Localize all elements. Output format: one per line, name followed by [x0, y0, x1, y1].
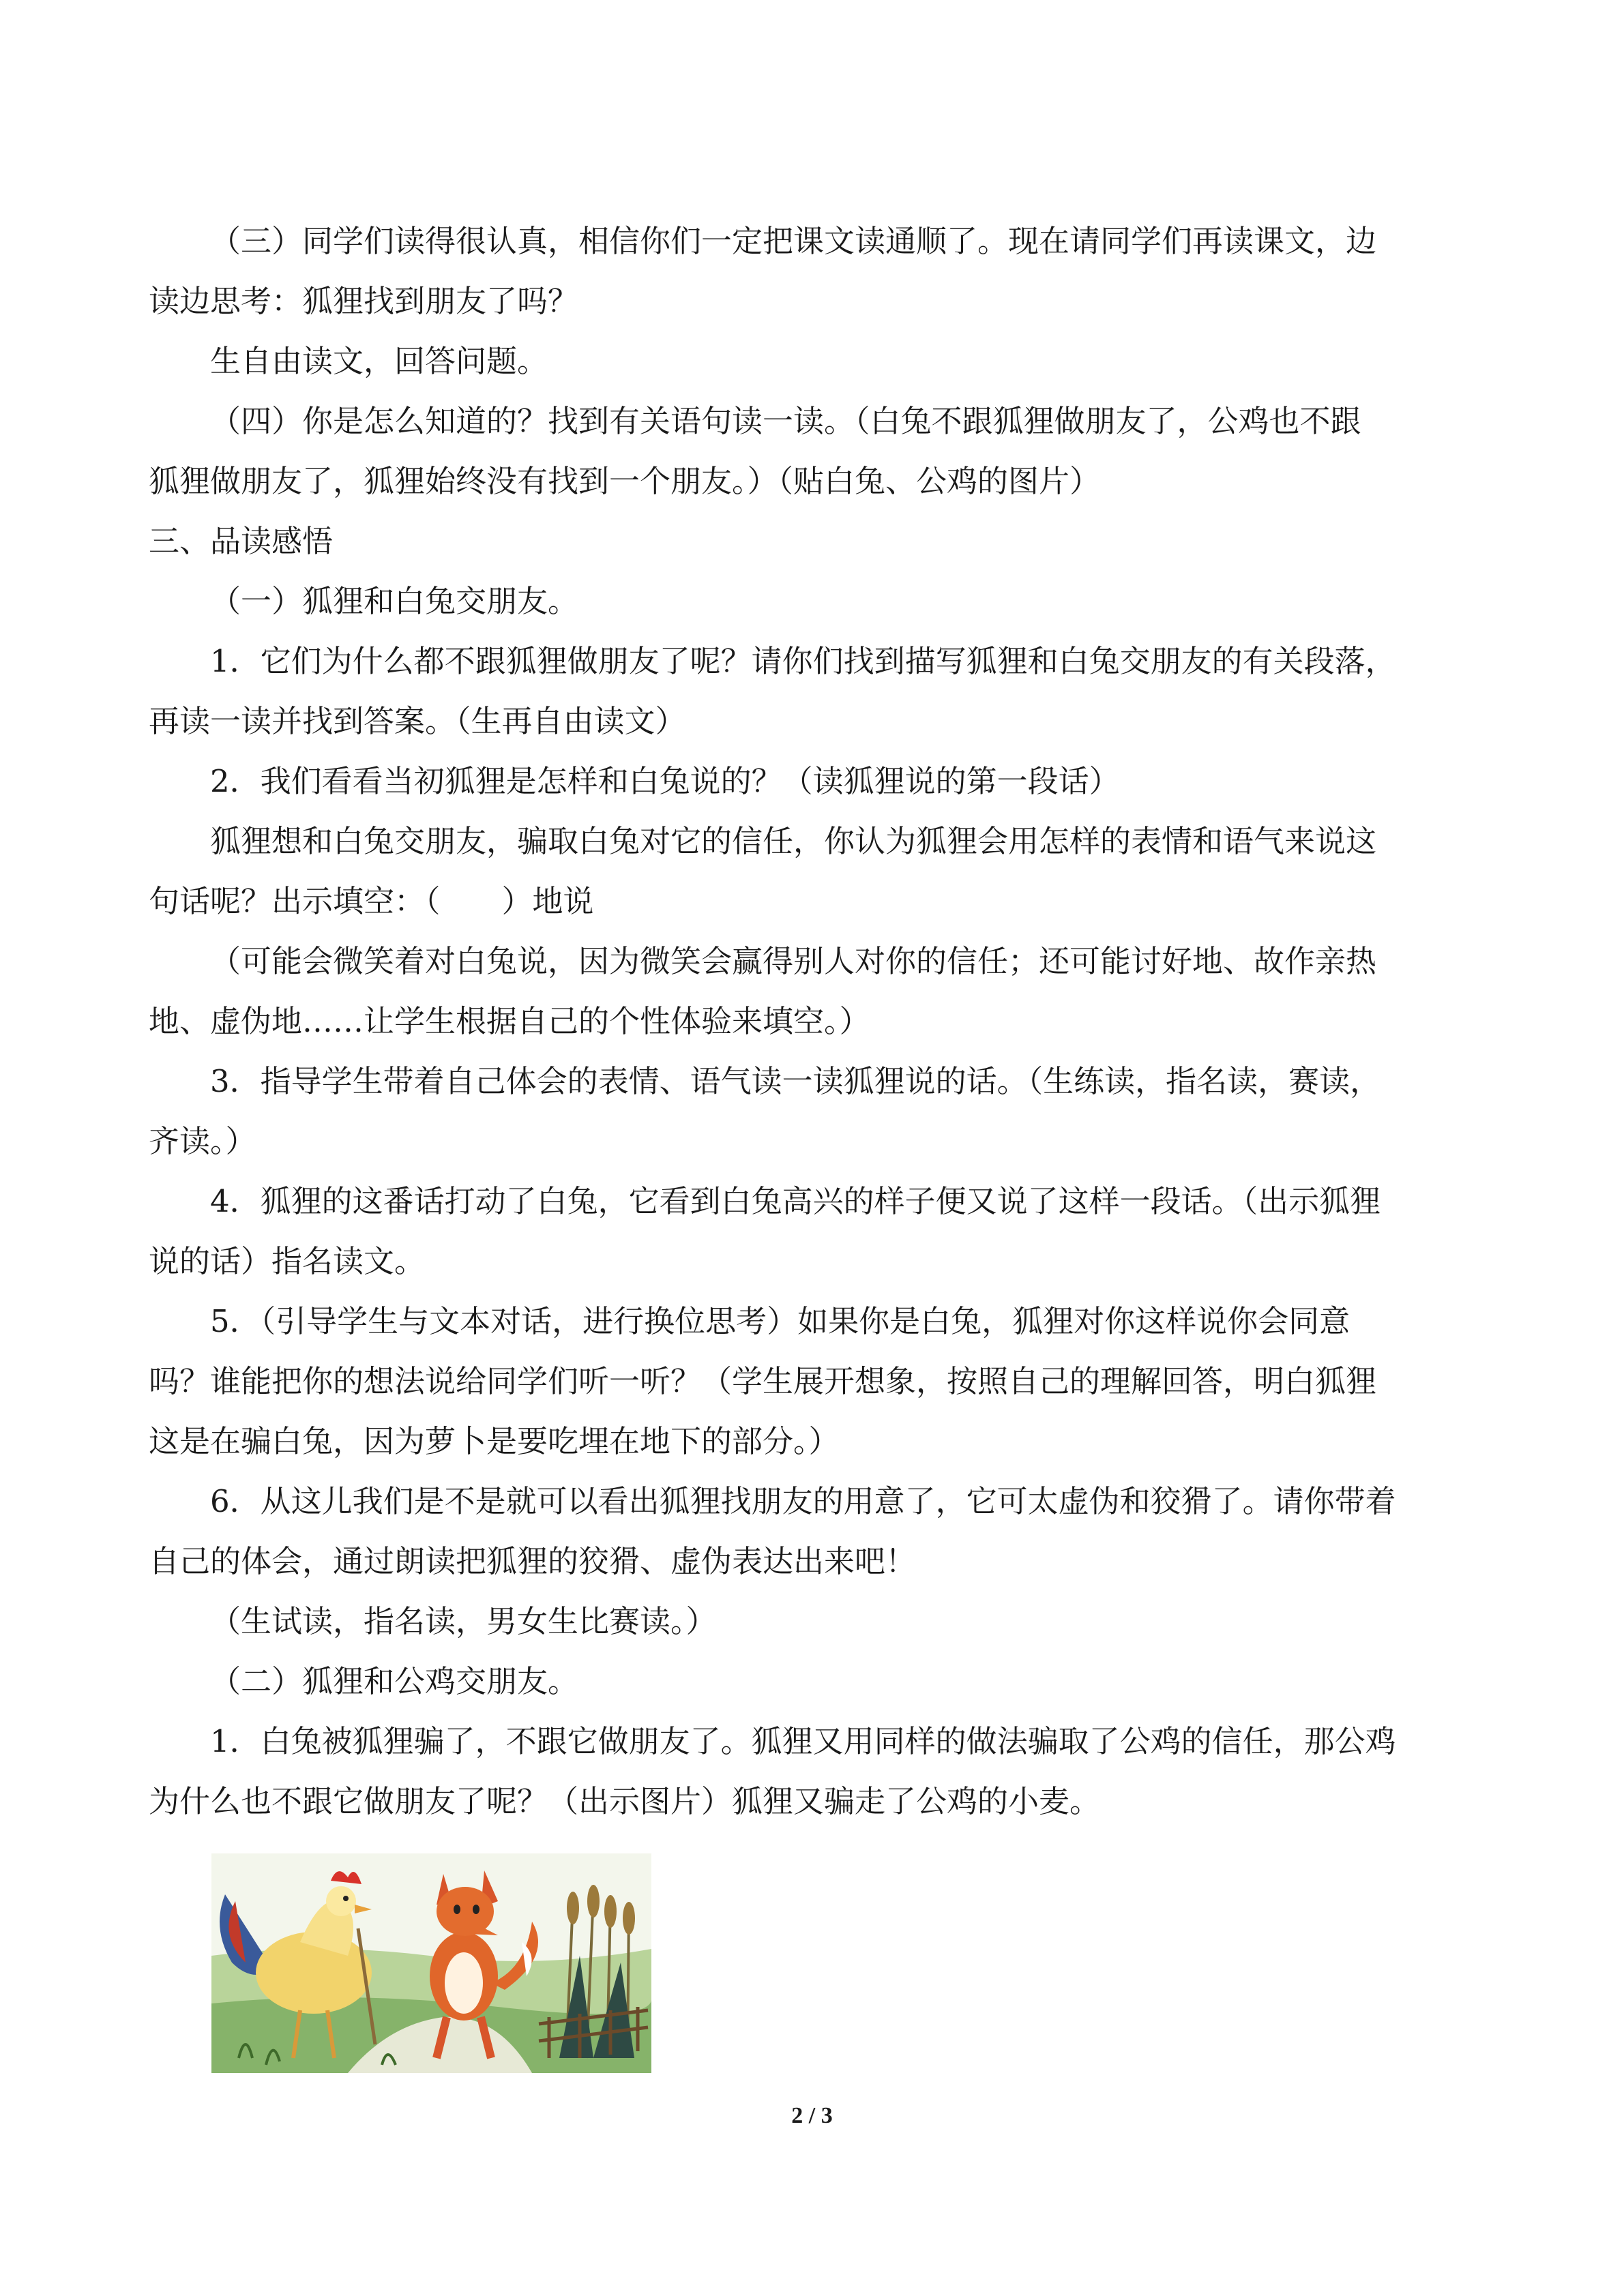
paragraph-line: （可能会微笑着对白兔说，因为微笑会赢得别人对你的信任；还可能讨好地、故作亲热: [210, 943, 1377, 979]
paragraph-line: 吗？谁能把你的想法说给同学们听一听？（学生展开想象，按照自己的理解回答，明白狐狸: [149, 1363, 1377, 1399]
paragraph-line: 4．狐狸的这番话打动了白兔，它看到白兔高兴的样子便又说了这样一段话。（出示狐狸: [210, 1183, 1381, 1219]
document-body: [149, 211, 1475, 1832]
paragraph-line: 生自由读文，回答问题。: [210, 343, 548, 379]
paragraph-line: 说的话）指名读文。: [149, 1243, 426, 1279]
paragraph-line: 句话呢？出示填空：（ ）地说: [149, 883, 594, 919]
paragraph-line: 地、虚伪地……让学生根据自己的个性体验来填空。）: [149, 1003, 870, 1039]
paragraph-line: 狐狸想和白兔交朋友，骗取白兔对它的信任，你认为狐狸会用怎样的表情和语气来说这: [210, 823, 1377, 859]
subsection-heading: （二）狐狸和公鸡交朋友。: [210, 1663, 579, 1699]
paragraph-line: 5．（引导学生与文本对话，进行换位思考）如果你是白兔，狐狸对你这样说你会同意: [210, 1303, 1350, 1339]
paragraph-line: 3．指导学生带着自己体会的表情、语气读一读狐狸说的话。（生练读，指名读，赛读，: [210, 1063, 1381, 1099]
paragraph-line: 1．白兔被狐狸骗了，不跟它做朋友了。狐狸又用同样的做法骗取了公鸡的信任，那公鸡: [210, 1723, 1396, 1759]
paragraph-line: 齐读。）: [149, 1123, 256, 1159]
paragraph-line: 自己的体会，通过朗读把狐狸的狡猾、虚伪表达出来吧！: [149, 1543, 917, 1579]
paragraph-line: 2．我们看看当初狐狸是怎样和白兔说的？（读狐狸说的第一段话）: [210, 763, 1120, 799]
paragraph-line: 为什么也不跟它做朋友了呢？（出示图片）狐狸又骗走了公鸡的小麦。: [149, 1783, 1101, 1819]
paragraph-line: （生试读，指名读，男女生比赛读。）: [210, 1603, 717, 1639]
paragraph-line: 再读一读并找到答案。（生再自由读文）: [149, 703, 686, 739]
paragraph-line: 狐狸做朋友了，狐狸始终没有找到一个朋友。）（贴白兔、公鸡的图片）: [149, 463, 1101, 499]
paragraph-line: （三）同学们读得很认真，相信你们一定把课文读通顺了。现在请同学们再读课文，边: [210, 223, 1377, 259]
paragraph-line: 这是在骗白兔，因为萝卜是要吃埋在地下的部分。）: [149, 1423, 840, 1459]
section-heading: 三、品读感悟: [149, 523, 334, 559]
fox-and-rooster-illustration: [211, 1853, 651, 2073]
subsection-heading: （一）狐狸和白兔交朋友。: [210, 583, 579, 619]
paragraph-line: （四）你是怎么知道的？找到有关语句读一读。（白兔不跟狐狸做朋友了，公鸡也不跟: [210, 403, 1361, 439]
paragraph-line: 6．从这儿我们是不是就可以看出狐狸找朋友的用意了，它可太虚伪和狡猾了。请你带着: [210, 1483, 1396, 1519]
paragraph-line: 1．它们为什么都不跟狐狸做朋友了呢？请你们找到描写狐狸和白兔交朋友的有关段落，: [210, 643, 1396, 679]
paragraph-line: 读边思考：狐狸找到朋友了吗？: [149, 283, 579, 319]
page-number: 2 / 3: [791, 2103, 833, 2128]
